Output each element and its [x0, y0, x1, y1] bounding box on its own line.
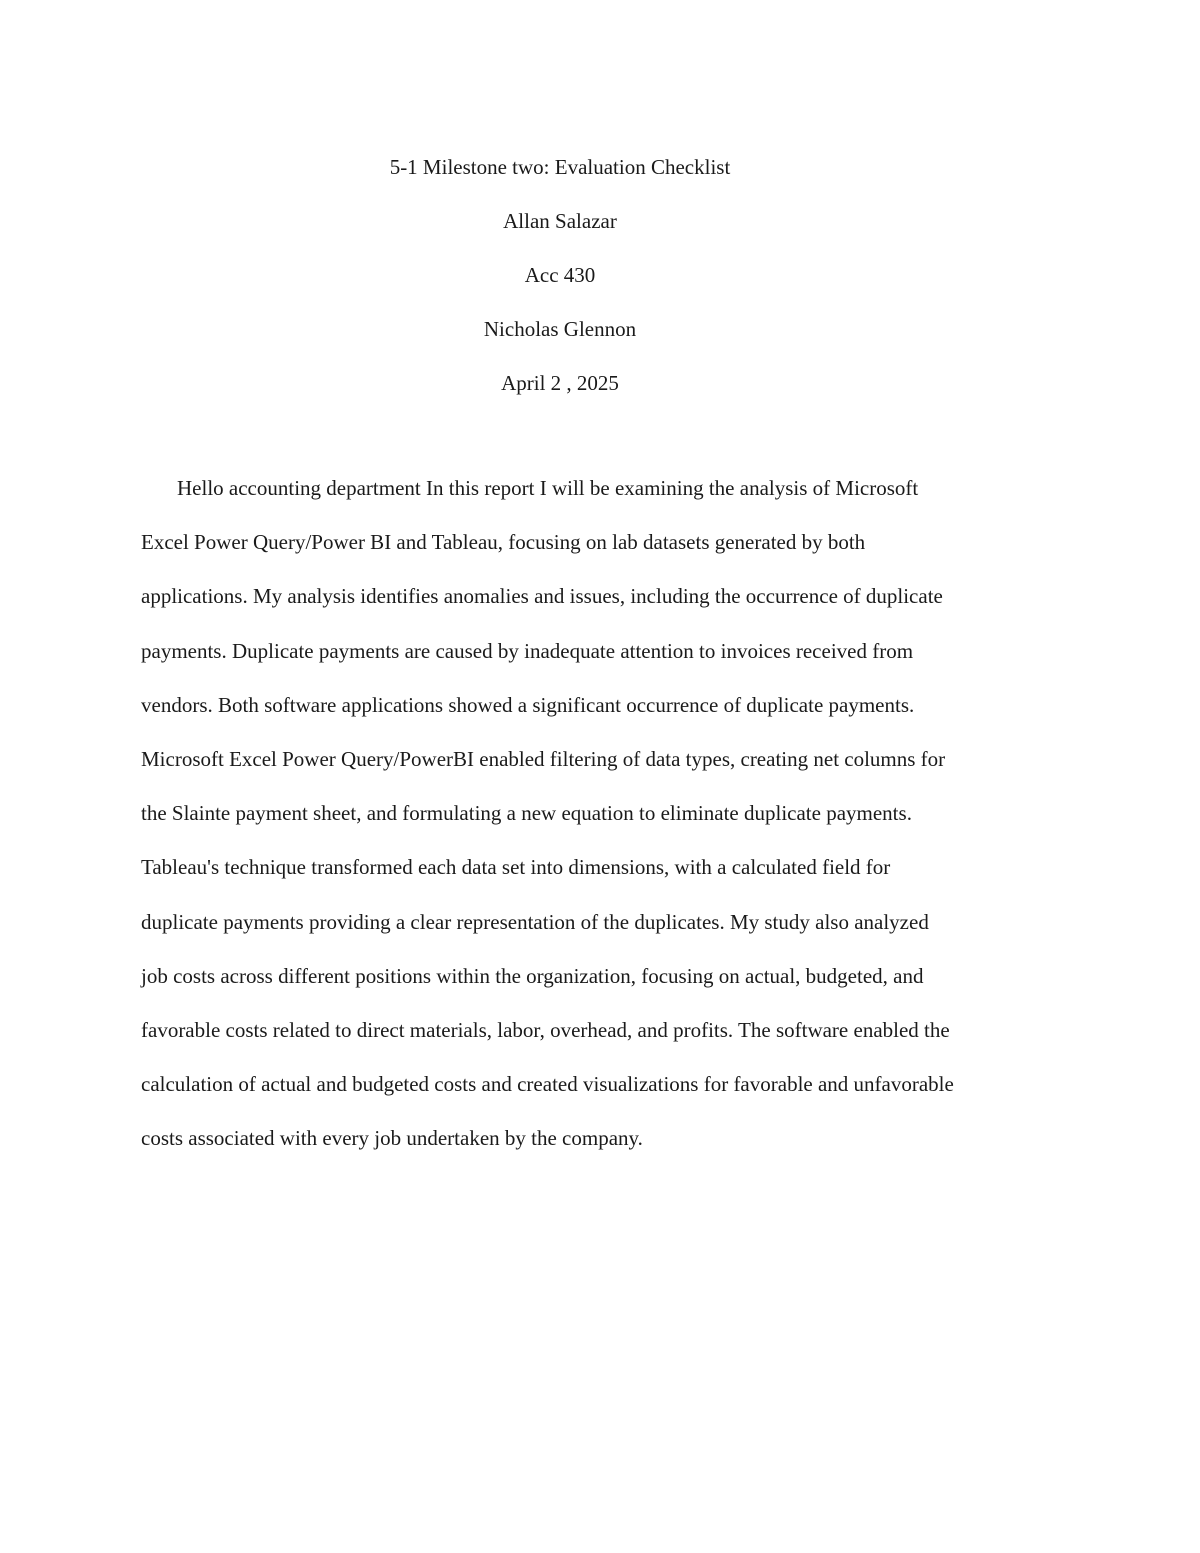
paragraph-line: Hello accounting department In this report I will be examining the analysis of Microsoft	[177, 476, 919, 500]
instructor-name: Nicholas Glennon	[483, 317, 637, 341]
document-title: 5-1 Milestone two: Evaluation Checklist	[389, 155, 731, 179]
paragraph-line: payments. Duplicate payments are caused by inadequate attention to invoices received from	[141, 638, 914, 663]
paragraph-line: Tableau's technique transformed each data set into dimensions, with a calculated field for	[141, 855, 891, 880]
title-block	[0, 140, 1120, 410]
body-paragraph	[141, 461, 1061, 1165]
paragraph-line: the Slainte payment sheet, and formulating a new equation to eliminate duplicate payments.	[141, 801, 912, 826]
author-name: Allan Salazar	[503, 209, 617, 233]
paragraph-line: Microsoft Excel Power Query/PowerBI enabled filtering of data types, creating net columns for	[141, 746, 946, 771]
paragraph-line: Excel Power Query/Power BI and Tableau, focusing on lab datasets generated by both	[141, 530, 866, 555]
document-date: April 2 , 2025	[501, 371, 619, 395]
paragraph-line: calculation of actual and budgeted costs and created visualizations for favorable and unfavorable	[141, 1072, 954, 1097]
paragraph-line: vendors. Both software applications showed a significant occurrence of duplicate payments.	[141, 692, 915, 717]
paragraph-line: applications. My analysis identifies anomalies and issues, including the occurrence of duplicate	[141, 584, 943, 609]
paragraph-line: job costs across different positions within the organization, focusing on actual, budgeted, and	[141, 963, 924, 988]
paragraph-line: favorable costs related to direct materials, labor, overhead, and profits. The software enabled the	[141, 1017, 950, 1042]
paragraph-line: duplicate payments providing a clear representation of the duplicates. My study also analyzed	[141, 909, 929, 934]
paragraph-line: costs associated with every job undertaken by the company.	[141, 1126, 643, 1151]
course-name: Acc 430	[524, 263, 596, 287]
